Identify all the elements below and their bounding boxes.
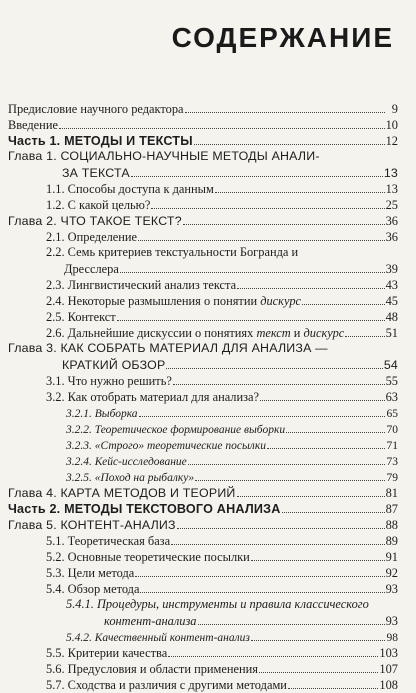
page-number: 13 — [385, 182, 398, 196]
page-number: 51 — [385, 326, 398, 340]
toc-section-2-6[interactable]: 2.6. Дальнейшие дискуссии о понятиях текст и дискурс 51 — [46, 326, 398, 340]
page-number: 43 — [385, 278, 398, 292]
page-number: 91 — [385, 550, 398, 564]
toc-subsection-3-2-5[interactable]: 3.2.5. «Поход на рыбалку» 79 — [8, 468, 398, 484]
toc-chapter-1[interactable]: Глава 1. СОЦИАЛЬНО-НАУЧНЫЕ МЕТОДЫ АНАЛИ- ЗА ТЕКСТА 13 — [8, 149, 398, 180]
page-number: 92 — [385, 566, 398, 580]
dot-leader — [345, 324, 384, 337]
dot-leader — [194, 132, 385, 145]
toc-section-5-1[interactable]: 5.1. Теоретическая база 89 — [46, 534, 398, 548]
page-number: 9 — [391, 102, 398, 116]
page-number: 36 — [385, 230, 398, 244]
toc-section-5-3[interactable]: 5.3. Цели метода 92 — [46, 566, 398, 580]
page-number: 81 — [385, 486, 398, 500]
toc-section-1-1[interactable]: 1.1. Способы доступа к данным 13 — [46, 182, 398, 196]
toc-subsection-3-2-4[interactable]: 3.2.4. Кейс-исследование 73 — [8, 452, 398, 468]
dot-leader — [151, 196, 384, 209]
toc-section-5-2[interactable]: 5.2. Основные теоретические посылки 91 — [46, 550, 398, 564]
page-number: 87 — [385, 502, 398, 516]
toc-section-2-5[interactable]: 2.5. Контекст 48 — [46, 310, 398, 324]
dot-leader — [251, 548, 385, 561]
dot-leader — [282, 500, 385, 513]
page-number: 54 — [383, 358, 398, 372]
page-number: 88 — [385, 518, 398, 532]
page-number: 39 — [385, 262, 398, 276]
dot-leader — [117, 308, 385, 321]
page-number: 73 — [386, 456, 398, 468]
dot-leader — [302, 292, 385, 305]
page-number: 70 — [386, 424, 398, 436]
dot-leader — [135, 564, 384, 577]
page-number: 63 — [385, 390, 398, 404]
toc-entry-preface[interactable]: Предисловие научного редактора 9 — [8, 102, 398, 116]
dot-leader — [183, 212, 385, 225]
dot-leader — [171, 532, 385, 545]
dot-leader — [59, 116, 385, 129]
page-number: 45 — [385, 294, 398, 308]
dot-leader — [173, 372, 385, 385]
toc-subsection-3-2-2[interactable]: 3.2.2. Теоретическое формирование выборки 70 — [8, 420, 398, 436]
toc-entry-introduction[interactable]: Введение 10 — [8, 118, 398, 132]
toc-section-3-2[interactable]: 3.2. Как отобрать материал для анализа? 63 — [46, 390, 398, 404]
toc-section-2-3[interactable]: 2.3. Лингвистический анализ текста 43 — [46, 278, 398, 292]
toc-section-2-4[interactable]: 2.4. Некоторые размышления о понятии дискурс 45 — [46, 294, 398, 308]
page-number: 89 — [385, 534, 398, 548]
toc-chapter-2[interactable]: Глава 2. ЧТО ТАКОЕ ТЕКСТ? 36 — [8, 214, 398, 228]
table-of-contents — [8, 100, 398, 692]
dot-leader — [198, 612, 385, 625]
page-number: 48 — [385, 310, 398, 324]
page-number: 107 — [379, 662, 398, 676]
toc-chapter-4[interactable]: Глава 4. КАРТА МЕТОДОВ И ТЕОРИЙ 81 — [8, 486, 398, 500]
page-number: 25 — [385, 198, 398, 212]
page-number: 71 — [386, 440, 398, 452]
dot-leader — [177, 516, 385, 529]
dot-leader — [237, 484, 385, 497]
page-number: 93 — [385, 582, 398, 596]
toc-subsection-5-4-2[interactable]: 5.4.2. Качественный контент-анализ 98 — [8, 628, 398, 644]
page-number: 10 — [385, 118, 398, 132]
dot-leader — [237, 276, 384, 289]
page-number: 65 — [386, 408, 398, 420]
toc-section-5-7[interactable]: 5.7. Сходства и различия с другими методами 108 — [46, 678, 398, 692]
page-title: СОДЕРЖАНИЕ — [171, 22, 394, 53]
toc-part-2[interactable]: Часть 2. МЕТОДЫ ТЕКСТОВОГО АНАЛИЗА 87 — [8, 502, 398, 516]
toc-section-2-2[interactable]: 2.2. Семь критериев текстуальности Богранда и Дресслера 39 — [46, 245, 398, 276]
toc-section-5-5[interactable]: 5.5. Критерии качества 103 — [46, 646, 398, 660]
toc-section-5-4[interactable]: 5.4. Обзор метода 93 — [46, 582, 398, 596]
dot-leader — [138, 228, 385, 241]
toc-section-2-1[interactable]: 2.1. Определение 36 — [46, 230, 398, 244]
toc-section-5-6[interactable]: 5.6. Предусловия и области применения 107 — [46, 662, 398, 676]
toc-subsection-3-2-3[interactable]: 3.2.3. «Строго» теоретические посылки 71 — [8, 436, 398, 452]
toc-chapter-3[interactable]: Глава 3. КАК СОБРАТЬ МАТЕРИАЛ ДЛЯ АНАЛИЗА — КРАТКИЙ ОБЗОР 54 — [8, 341, 398, 372]
dot-leader — [140, 580, 384, 593]
dot-leader — [139, 404, 385, 417]
dot-leader — [120, 260, 385, 273]
page-number: 36 — [385, 214, 398, 228]
dot-leader — [195, 468, 385, 481]
page-number: 13 — [383, 166, 398, 180]
dot-leader — [260, 388, 385, 401]
dot-leader — [288, 676, 378, 689]
page-number: 98 — [386, 632, 398, 644]
dot-leader — [166, 356, 382, 369]
toc-subsection-5-4-1[interactable]: 5.4.1. Процедуры, инструменты и правила классического контент-анализа 93 — [66, 597, 398, 628]
dot-leader — [259, 660, 378, 673]
dot-leader — [131, 164, 383, 177]
dot-leader — [188, 452, 385, 465]
toc-part-1[interactable]: Часть 1. МЕТОДЫ И ТЕКСТЫ 12 — [8, 134, 398, 148]
toc-subsection-3-2-1[interactable]: 3.2.1. Выборка 65 — [8, 404, 398, 420]
dot-leader — [185, 100, 385, 113]
page-number: 12 — [385, 134, 398, 148]
page-number: 55 — [385, 374, 398, 388]
dot-leader — [168, 644, 378, 657]
dot-leader — [267, 436, 385, 449]
page-number: 103 — [379, 646, 398, 660]
dot-leader — [251, 628, 385, 641]
page-number: 79 — [386, 472, 398, 484]
page-number: 108 — [379, 678, 398, 692]
toc-section-3-1[interactable]: 3.1. Что нужно решить? 55 — [46, 374, 398, 388]
dot-leader — [286, 420, 385, 433]
toc-section-1-2[interactable]: 1.2. С какой целью? 25 — [46, 198, 398, 212]
page-number: 93 — [385, 614, 398, 628]
dot-leader — [215, 180, 385, 193]
toc-chapter-5[interactable]: Глава 5. КОНТЕНТ-АНАЛИЗ 88 — [8, 518, 398, 532]
